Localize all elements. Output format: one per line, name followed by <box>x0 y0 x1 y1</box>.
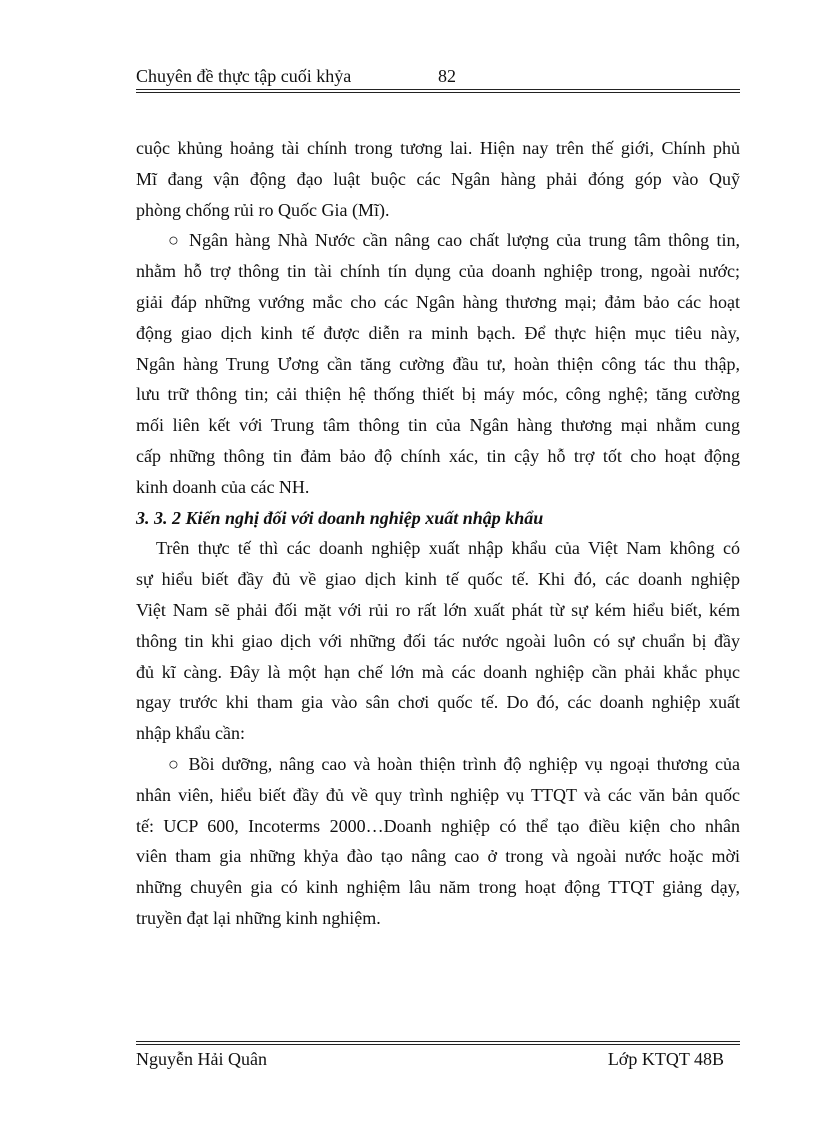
paragraph-line: động giao dịch kinh tế được diễn ra minh bạch. Để thực hiện mục tiêu này, <box>136 322 740 343</box>
paragraph-line: cấp những thông tin đảm bảo độ chính xác, tin cậy hỗ trợ tốt cho hoạt động <box>136 445 740 466</box>
paragraph-line: những chuyên gia có kinh nghiệm lâu năm trong hoạt động TTQT giảng dạy, <box>136 877 740 898</box>
paragraph-line: Ngân hàng Trung Ương cần tăng cường đầu tư, hoàn thiện công tác thu thập, <box>136 353 740 374</box>
class-name: Lớp KTQT 48B <box>607 1049 724 1069</box>
paragraph-line: tế: UCP 600, Incoterms 2000…Doanh nghiệp có thể tạo điều kiện cho nhân <box>136 815 740 836</box>
author-name: Nguyễn Hải Quân <box>136 1049 267 1069</box>
paragraph-line: nhân viên, hiểu biết đầy đủ về quy trình nghiệp vụ TTQT và các văn bản quốc <box>136 784 740 805</box>
paragraph-line: nhằm hỗ trợ thông tin tài chính tín dụng của doanh nghiệp trong, ngoài nước; <box>136 261 740 282</box>
document-body <box>136 133 740 934</box>
paragraph-line: giải đáp những vướng mắc cho các Ngân hàng thương mại; đảm bảo các hoạt <box>136 291 740 312</box>
bullet-paragraph-line: ○ Bồi dưỡng, nâng cao và hoàn thiện trình độ nghiệp vụ ngoại thương của <box>168 753 740 774</box>
paragraph-line: viên tham gia những khỷa đào tạo nâng cao ở trong và ngoài nước hoặc mời <box>136 846 740 867</box>
paragraph-line: lưu trữ thông tin; cải thiện hệ thống thiết bị máy móc, công nghệ; tăng cường <box>136 384 740 405</box>
footer-divider <box>136 1041 740 1042</box>
paragraph-line: nhập khẩu cần: <box>136 723 245 744</box>
page-footer <box>136 1041 740 1081</box>
paragraph-line: đủ kĩ càng. Đây là một hạn chế lớn mà các doanh nghiệp cần phải khắc phục <box>136 661 740 682</box>
paragraph-line: Mĩ đang vận động đạo luật buộc các Ngân hàng phải đóng góp vào Quỹ <box>136 168 740 189</box>
header-divider-double <box>136 92 740 93</box>
paragraph-line: truyền đạt lại những kinh nghiệm. <box>136 907 381 928</box>
paragraph-line: mối liên kết với Trung tâm thông tin của Ngân hàng thương mại nhằm cung <box>136 415 740 436</box>
paragraph-line: phòng chống rủi ro Quốc Gia (Mĩ). <box>136 199 390 220</box>
paragraph-line: cuộc khủng hoảng tài chính trong tương lai. Hiện nay trên thế giới, Chính phủ <box>136 138 740 158</box>
paragraph-line: ngay trước khi tham gia vào sân chơi quốc tế. Do đó, các doanh nghiệp xuất <box>136 692 740 713</box>
paragraph-line: sự hiểu biết đầy đủ về giao dịch kinh tế quốc tế. Khi đó, các doanh nghiệp <box>136 569 740 590</box>
paragraph-line: Việt Nam sẽ phải đối mặt với rủi ro rất lớn xuất phát từ sự kém hiểu biết, kém <box>136 599 740 620</box>
paragraph-line: kinh doanh của các NH. <box>136 476 310 497</box>
page-number: 82 <box>438 66 456 86</box>
paragraph-line: thông tin khi giao dịch với những đối tác nước ngoài luôn có sự chuẩn bị đầy <box>136 630 740 651</box>
header-title: Chuyên đề thực tập cuối khỷa <box>136 66 352 86</box>
bullet-paragraph-line: ○ Ngân hàng Nhà Nước cần nâng cao chất lượng của trung tâm thông tin, <box>168 230 740 251</box>
header-divider <box>136 89 740 90</box>
paragraph-line: Trên thực tế thì các doanh nghiệp xuất nhập khẩu của Việt Nam không có <box>156 538 740 559</box>
page-header <box>136 62 740 92</box>
section-heading: 3. 3. 2 Kiến nghị đối với doanh nghiệp xuất nhập khẩu <box>136 507 544 528</box>
footer-divider-double <box>136 1044 740 1045</box>
